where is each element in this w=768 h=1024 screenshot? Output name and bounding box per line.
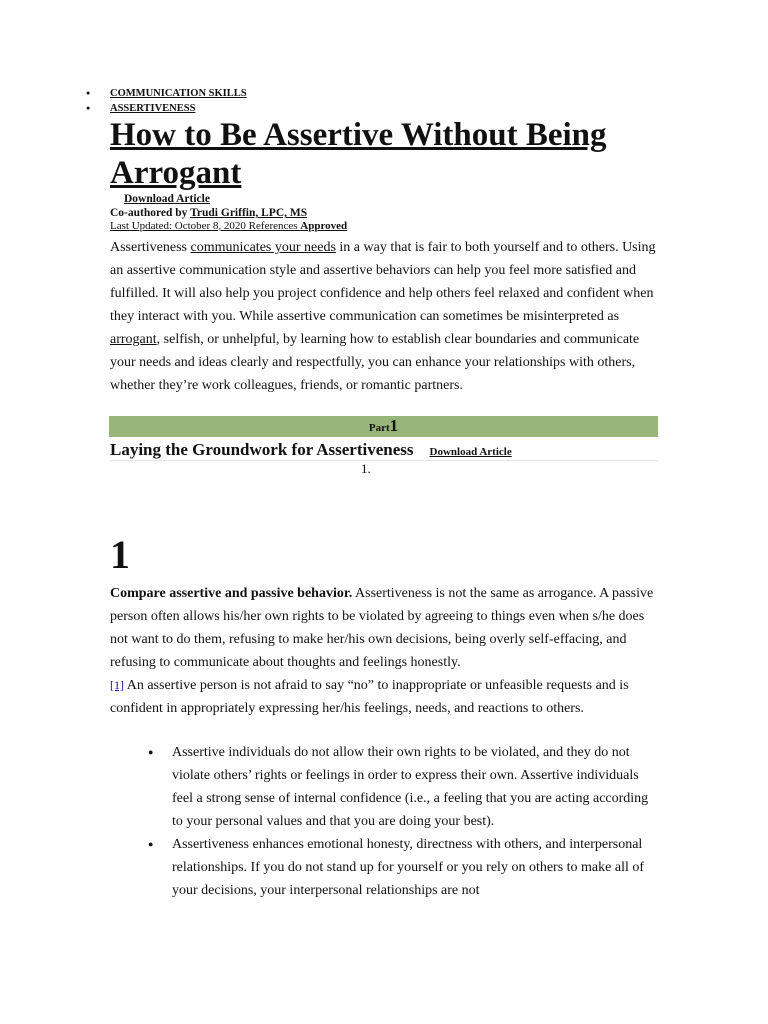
step-bullets: [148, 741, 662, 902]
step-list-number: 1.: [361, 461, 371, 476]
arrogant-link[interactable]: arrogant: [110, 332, 157, 347]
part-number: 1: [389, 416, 399, 435]
coauthor-line: [110, 206, 670, 220]
step-text: An assertive person is not afraid to say “no” to inappropriate or unfeasible requests and is confident in appropriately expressing her/his feelings, needs, and reactions to others.: [110, 678, 629, 716]
section-download-link[interactable]: Download Article: [429, 446, 512, 458]
category-item[interactable]: [86, 86, 247, 101]
part-banner: [109, 416, 658, 437]
category-item[interactable]: [86, 101, 247, 116]
step-text: Assertiveness is not the same as arrogance. A passive person often allows his/her own rights to be violated by agreeing to things even when s/he does not want to do them, refusing to make her/his own decisions, being overly self-effacing, and refusing to communicate about thoughts and feelings honestly.: [110, 586, 654, 670]
section-heading: Laying the Groundwork for Assertiveness: [110, 440, 414, 459]
step-lead: Compare assertive and passive behavior.: [110, 586, 353, 601]
intro-text: in a way that is fair to both yourself and to others. Using an assertive communication style and assertive behaviors can help you feel more satisfied and fulfilled. It will also help you project confidence and help others feel relaxed and confident when they interact with you. While assertive communication can sometimes be misinterpreted as: [110, 240, 656, 324]
intro-text: , selfish, or unhelpful, by learning how to establish clear boundaries and communicate your needs and ideas clearly and respectfully, you can enhance your relationships with others, whether they’re work colleagues, friends, or romantic partners.: [110, 332, 640, 393]
article-title: How to Be Assertive Without Being Arrogant: [110, 117, 607, 191]
article-meta: [110, 192, 670, 233]
coauthor-link[interactable]: Trudi Griffin, LPC, MS: [190, 207, 308, 219]
coauthor-prefix: Co-authored by: [110, 207, 191, 219]
intro-paragraph: [110, 236, 662, 397]
step-paragraph: [110, 582, 662, 720]
category-link-assertiveness[interactable]: ASSERTIVENESS: [110, 103, 196, 114]
bullet-item: ● Assertiveness enhances emotional honesty, directness with others, and interpersonal relationships. If you do not stand up for yourself or you rely on others to make all of your decisions, your interpersonal relationships are not: [148, 833, 662, 902]
step-big-number: 1: [110, 532, 130, 577]
category-list: [86, 86, 247, 116]
communicates-needs-link[interactable]: communicates your needs: [190, 240, 336, 255]
last-updated-line: [110, 220, 670, 233]
reference-link[interactable]: [1]: [110, 678, 124, 692]
section-header: [110, 440, 658, 461]
last-updated-text: Last Updated: October 8, 2020 References: [110, 220, 301, 232]
download-article-link[interactable]: Download Article: [124, 193, 210, 205]
intro-text: Assertiveness: [110, 240, 191, 255]
bullet-item: ● Assertive individuals do not allow their own rights to be violated, and they do not violate others’ rights or feelings in order to express their own. Assertive individuals feel a strong sense of internal confidence (i.e., a feeling that you are acting according to your personal values and that you are doing your best).: [148, 741, 662, 833]
approved-badge[interactable]: Approved: [300, 220, 348, 232]
part-label: Part: [368, 422, 390, 434]
category-link-communication-skills[interactable]: COMMUNICATION SKILLS: [110, 88, 247, 99]
